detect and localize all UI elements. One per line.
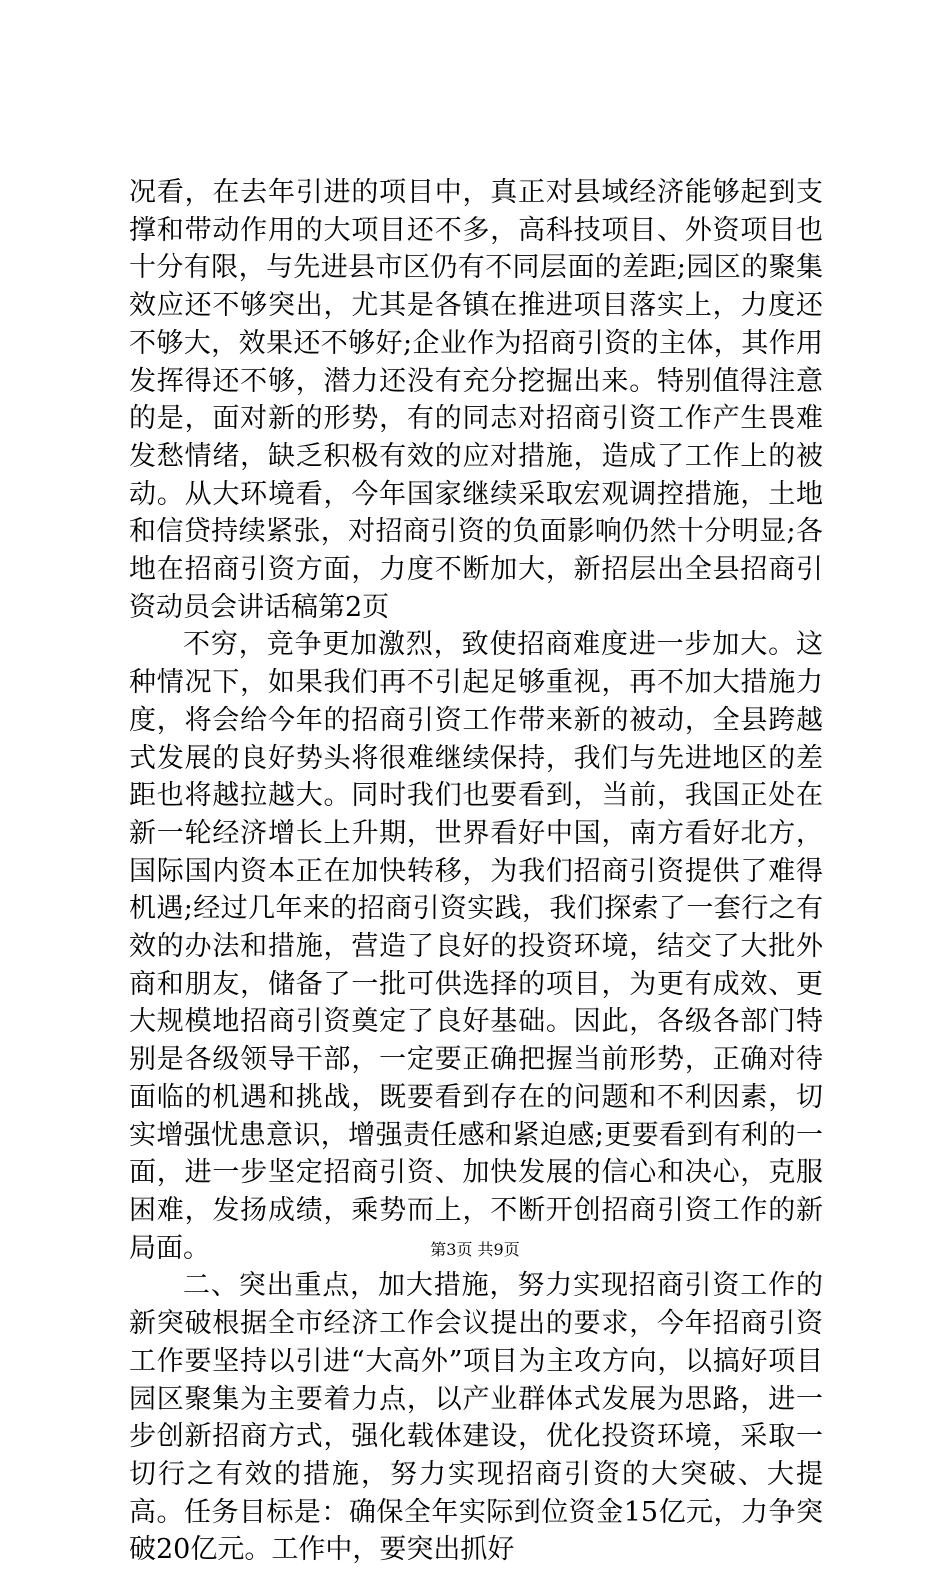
paragraph-2: 不穷，竞争更加激烈，致使招商难度进一步加大。这种情况下，如果我们再不引起足够重视，再不加大措施力度，将会给今年的招商引资工作带来新的被动，全县跨越式发展的良好势头将很难继续保持，我们与先进地区的差距也将越拉越大。同时我们也要看到，当前，我国正处在新一轮经济增长上升期，世界看好中国，南方看好北方，国际国内资本正在加快转移，为我们招商引资提供了难得机遇;经过几年来的招商引资实践，我们探索了一套行之有效的办法和措施，营造了良好的投资环境，结交了大批外商和朋友，储备了一批可供选择的项目，为更有成效、更大规模地招商引资奠定了良好基础。因此，各级各部门特别是各级领导干部，一定要正确把握当前形势，正确对待面临的机遇和挑战，既要看到存在的问题和不利因素，切实增强忧患意识，增强责任感和紧迫感;更要看到有利的一面，进一步坚定招商引资、加快发展的信心和决心，克服困难，发扬成绩，乘势而上，不断开创招商引资工作的新局面。 [129, 629, 823, 1264]
page-footer: 第3页 共9页 [430, 1240, 520, 1259]
paragraph-1: 况看，在去年引进的项目中，真正对县域经济能够起到支撑和带动作用的大项目还不多，高科技项目、外资项目也十分有限，与先进县市区仍有不同层面的差距;园区的聚集效应还不够突出，尤其是各镇在推进项目落实上，力度还不够大，效果还不够好;企业作为招商引资的主体，其作用发挥得还不够，潜力还没有充分挖掘出来。特别值得注意的是，面对新的形势，有的同志对招商引资工作产生畏难发愁情绪，缺乏积极有效的应对措施，造成了工作上的被动。从大环境看，今年国家继续采取宏观调控措施，土地和信贷持续紧张，对招商引资的负面影响仍然十分明显;各地在招商引资方面，力度不断加大，新招层出全县招商引资动员会讲话稿第2页 [129, 177, 823, 623]
paragraph-3: 二、突出重点，加大措施，努力实现招商引资工作的新突破根据全市经济工作会议提出的要求，今年招商引资工作要坚持以引进“大高外”项目为主攻方向，以搞好项目园区聚集为主要着力点，以产业群体式发展为思路，进一步创新招商方式，强化载体建设，优化投资环境，采取一切行之有效的措施，努力实现招商引资的大突破、大提高。任务目标是：确保全年实际到位资金15亿元，力争突破20亿元。工作中，要突出抓好 [129, 1270, 823, 1566]
document-body [129, 174, 823, 1569]
